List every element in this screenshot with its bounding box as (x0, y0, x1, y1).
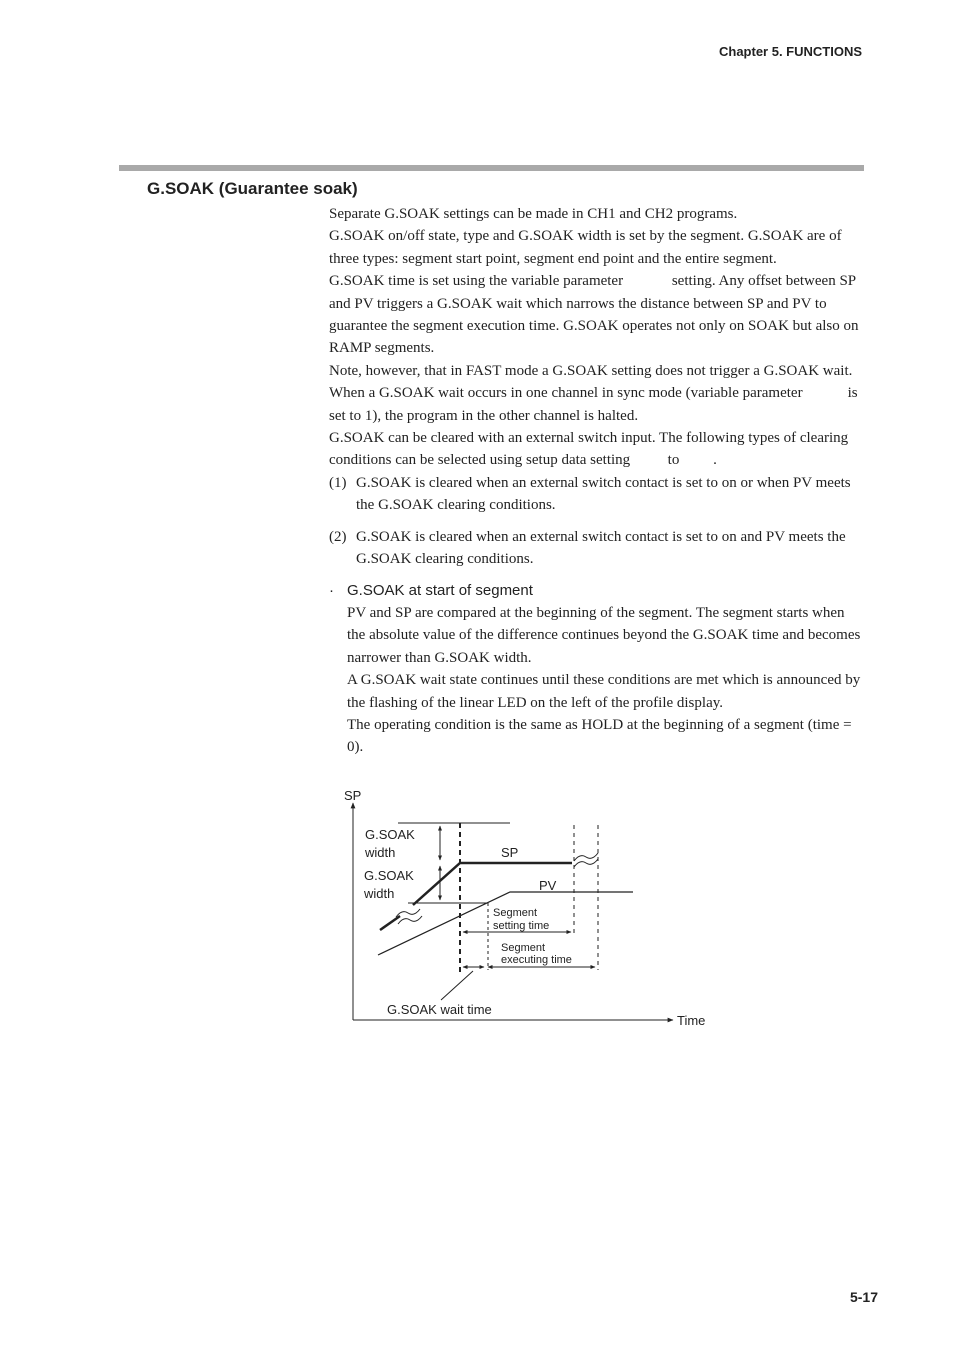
list-item-number: (1) (329, 474, 347, 491)
paragraph: Separate G.SOAK settings can be made in CH1 and CH2 programs. (329, 206, 738, 222)
y-axis-label: SP (344, 788, 362, 803)
gsoak-width-upper-label-2: width (365, 845, 396, 860)
paragraph: G.SOAK on/off state, type and G.SOAK width is set by the segment. G.SOAK are of three types: segment start point, segment end point and the entire segment. (329, 228, 842, 267)
gsoak-width-lower-label: G.SOAK (364, 868, 414, 883)
segment-executing-label-2: executing time (501, 954, 572, 966)
gsoak-width-lower-label-2: width (364, 886, 395, 901)
list-item (329, 526, 865, 571)
x-axis-label: Time (677, 1013, 706, 1028)
bullet-symbol: · (329, 581, 334, 599)
gsoak-diagram (338, 785, 718, 1035)
sp-break-symbol (574, 853, 598, 867)
paragraph: When a G.SOAK wait occurs in one channel in sync mode (variable parameter is set to 1), the program in the other channel is halted. (329, 385, 858, 424)
bullet-heading (329, 580, 865, 602)
segment-setting-label-2: setting time (493, 920, 550, 932)
wait-time-pointer (441, 971, 473, 1000)
sp-curve-label: SP (501, 845, 519, 860)
list-item-text: G.SOAK is cleared when an external switch contact is set to on or when PV meets the G.SOAK clearing conditions. (356, 474, 851, 514)
paragraph: The operating condition is the same as HOLD at the beginning of a segment (time = 0). (347, 716, 852, 756)
segment-setting-label: Segment (493, 907, 538, 919)
bullet-body (329, 602, 865, 759)
paragraph: A G.SOAK wait state continues until these conditions are met which is announced by the flashing of the linear LED on the left of the profile display. (347, 672, 861, 711)
page-number: 5-17 (849, 1289, 878, 1305)
list-item-text: G.SOAK is cleared when an external switch contact is set to on and PV meets the G.SOAK clearing conditions. (356, 528, 846, 568)
paragraph: PV and SP are compared at the beginning of the segment. The segment starts when the absolute value of the difference continues beyond the G.SOAK time and becomes narrower than G.SOAK width. (347, 604, 861, 666)
list-item (329, 472, 865, 517)
paragraph: Note, however, that in FAST mode a G.SOAK setting does not trigger a G.SOAK wait. (329, 362, 853, 379)
paragraph: G.SOAK time is set using the variable parameter setting. Any offset between SP and PV triggers a G.SOAK wait which narrows the distance between SP and PV to guarantee the segment execution time. G.SOAK operates not only on SOAK but also on RAMP segments. (329, 273, 859, 357)
clearing-conditions-list (329, 472, 865, 571)
body-text (329, 203, 865, 759)
wait-time-label: G.SOAK wait time (387, 1002, 492, 1017)
segment-executing-label: Segment (501, 942, 546, 954)
chapter-header: Chapter 5. FUNCTIONS (718, 44, 862, 59)
gsoak-width-upper-label: G.SOAK (365, 827, 415, 842)
list-item-number: (2) (329, 528, 347, 545)
paragraph: G.SOAK can be cleared with an external switch input. The following types of clearing conditions can be selected using setup data setting to . (329, 430, 849, 469)
sp-line-start (380, 916, 400, 930)
pv-curve-label: PV (539, 878, 557, 893)
section-divider (119, 165, 864, 171)
bullet-heading-text: G.SOAK at start of segment (347, 581, 533, 599)
section-title: G.SOAK (Guarantee soak) (147, 179, 358, 198)
